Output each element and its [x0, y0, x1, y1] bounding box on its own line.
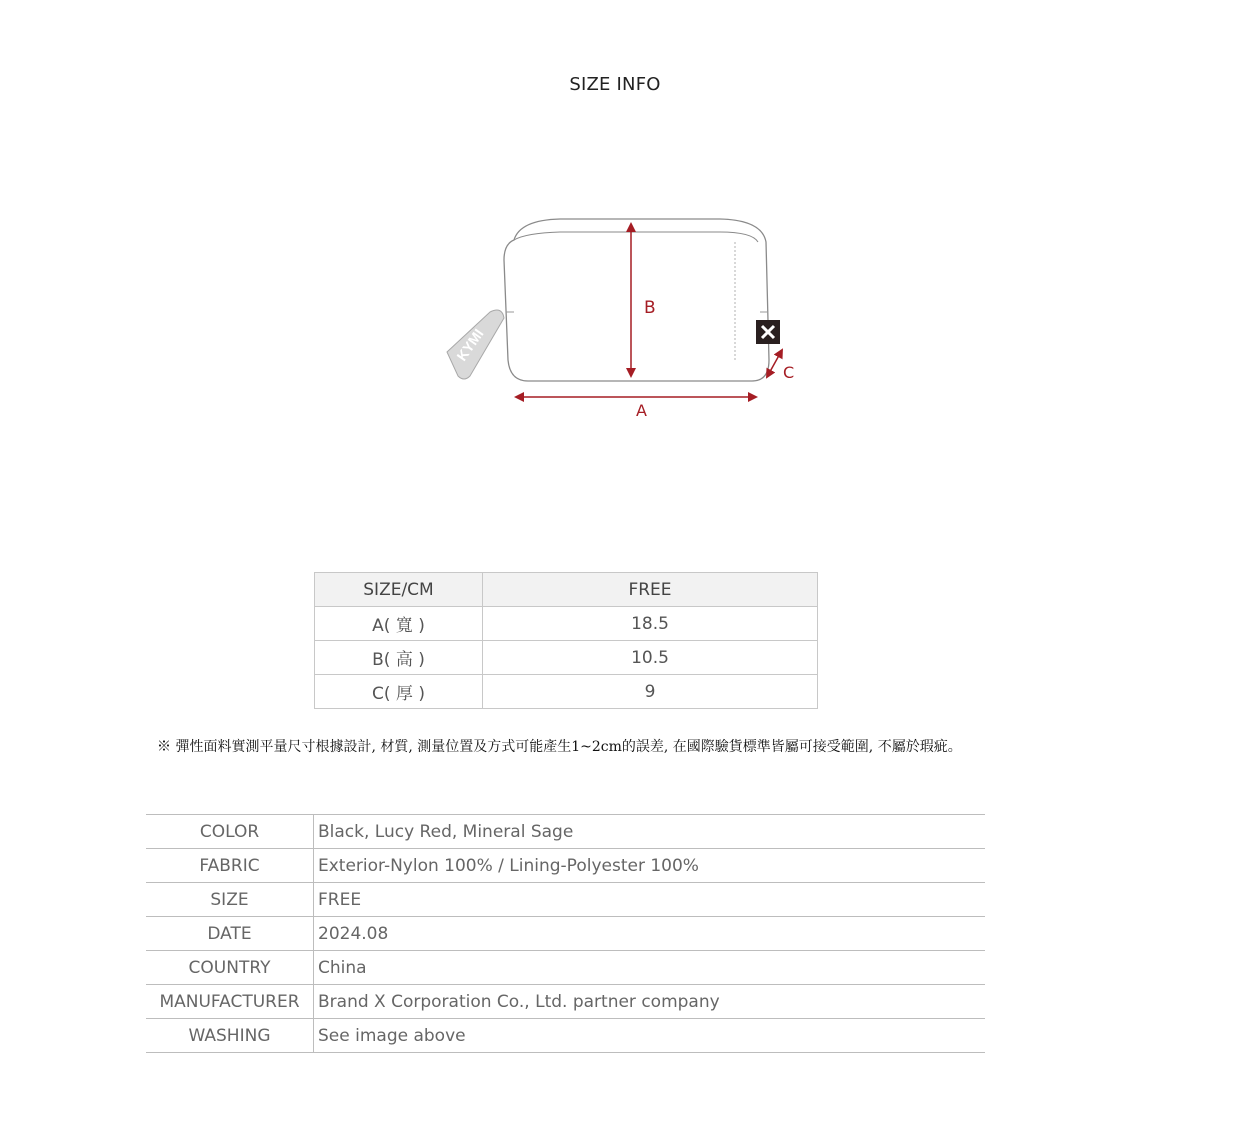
- size-table-header-size: FREE: [483, 573, 818, 607]
- table-row: [146, 951, 985, 985]
- size-row-value: 9: [483, 675, 818, 709]
- dimension-c-label: C: [783, 363, 795, 382]
- dimension-a-label: A: [636, 401, 647, 420]
- spec-key: SIZE: [146, 883, 314, 917]
- spec-key: COLOR: [146, 815, 314, 849]
- zipper-pull-tab: [447, 310, 504, 379]
- size-row-label: B( 高 ): [315, 641, 483, 675]
- pouch-body: [504, 219, 769, 381]
- spec-key: FABRIC: [146, 849, 314, 883]
- table-row: [146, 985, 985, 1019]
- spec-key: WASHING: [146, 1019, 314, 1053]
- size-table-header-label: SIZE/CM: [315, 573, 483, 607]
- table-row: [146, 849, 985, 883]
- spec-key: COUNTRY: [146, 951, 314, 985]
- table-row: [146, 1019, 985, 1053]
- table-row: [315, 641, 818, 675]
- table-row: [146, 917, 985, 951]
- pouch-size-diagram: [440, 200, 810, 430]
- table-row: [315, 607, 818, 641]
- spec-value: Black, Lucy Red, Mineral Sage: [318, 821, 574, 842]
- spec-value: FREE: [318, 889, 362, 910]
- table-row: [315, 675, 818, 709]
- table-row: [146, 815, 985, 849]
- spec-key: DATE: [146, 917, 314, 951]
- spec-value: Brand X Corporation Co., Ltd. partner company: [318, 991, 720, 1012]
- spec-table: [146, 814, 985, 1053]
- dimension-b-label: B: [644, 298, 656, 318]
- size-table-header: [315, 573, 818, 607]
- brand-badge: [756, 320, 780, 344]
- tag-text: KYMI: [453, 325, 487, 364]
- spec-value: Exterior-Nylon 100% / Lining-Polyester 100%: [318, 855, 699, 876]
- size-row-value: 18.5: [483, 607, 818, 641]
- spec-value: See image above: [318, 1025, 466, 1046]
- measurement-note: ※ 彈性面料實測平量尺寸根據設計, 材質, 測量位置及方式可能產生1~2cm的誤差, 在國際驗貨標準皆屬可接受範圍, 不屬於瑕疵。: [157, 739, 962, 755]
- spec-value: 2024.08: [318, 923, 389, 944]
- spec-value: China: [318, 957, 367, 978]
- spec-key: MANUFACTURER: [146, 985, 314, 1019]
- size-row-label: C( 厚 ): [315, 675, 483, 709]
- size-row-label: A( 寬 ): [315, 607, 483, 641]
- table-row: [146, 883, 985, 917]
- size-row-value: 10.5: [483, 641, 818, 675]
- size-table: [314, 572, 818, 709]
- page-title: SIZE INFO: [569, 74, 661, 95]
